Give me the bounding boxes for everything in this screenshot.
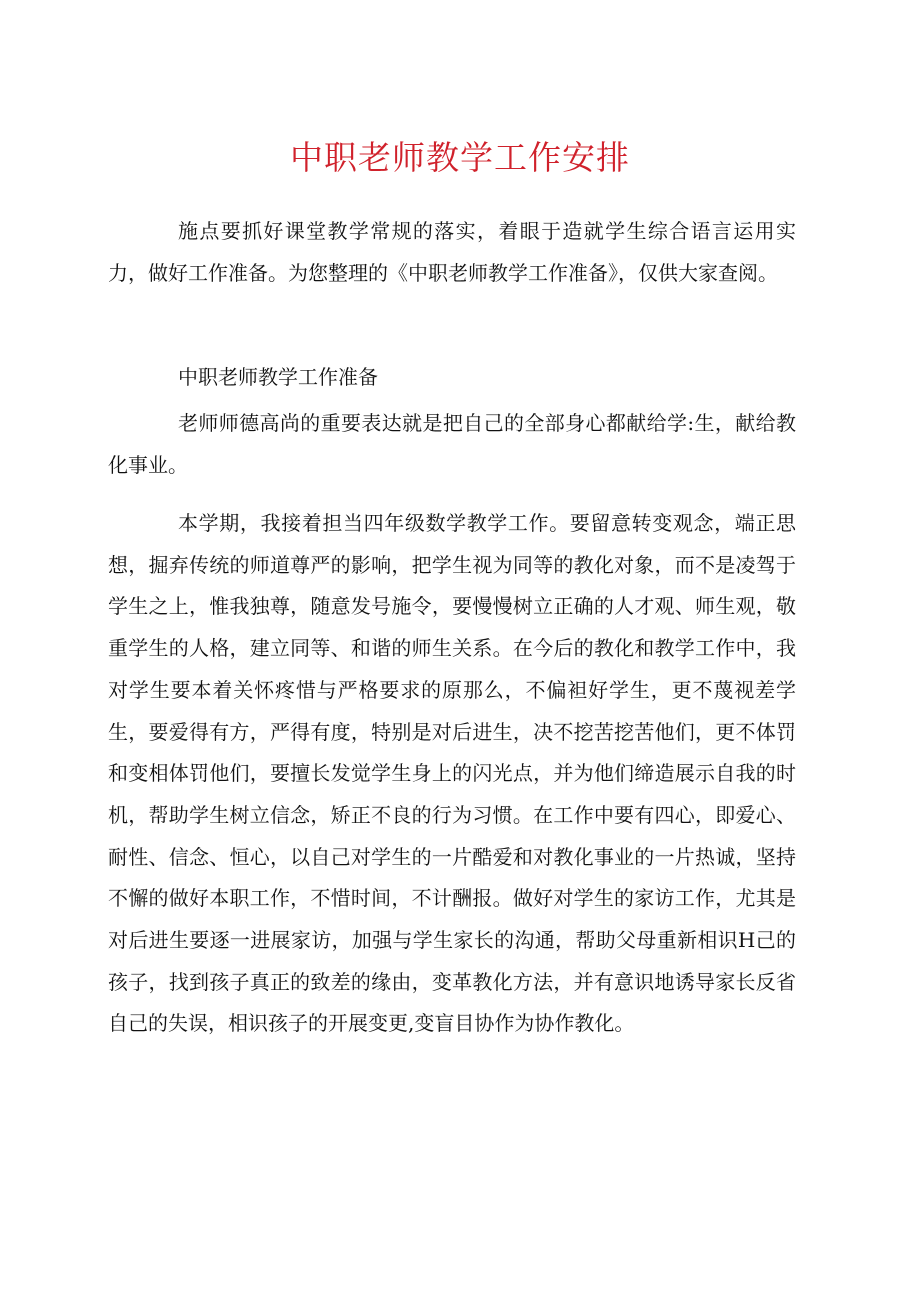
- section-subtitle: 中职老师教学工作准备: [178, 365, 378, 389]
- body-paragraph: 本学期，我接着担当四年级数学教学工作。要留意转变观念，端正思想，掘弃传统的师道尊严的影响，把学生视为同等的教化对象，而不是凌驾于学生之上，惟我独尊，随意发号施令，要慢慢树立正确的人才观、师生观，敬重学生的人格，建立同等、和谐的师生关系。在今后的教化和教学工作中，我对学生要本着关怀疼惜与严格要求的原那么，不偏袒好学生，更不蔑视差学生，要爱得有方，严得有度，特别是对后进生，决不挖苦挖苦他们，更不体罚和变相体罚他们，要擅长发觉学生身上的闪光点，并为他们缔造展示自我的时机，帮助学生树立信念，矫正不良的行为习惯。在工作中要有四心，即爱心、耐性、信念、恒心，以自己对学生的一片酷爱和对教化事业的一片热诚，坚持不懈的做好本职工作，不惜时间，不计酬报。做好对学生的家访工作，尤其是对后进生要逐一进展家访，加强与学生家长的沟通，帮助父母重新相识H己的孩子，找到孩子真正的致差的缘由，变革教化方法，并有意识地诱导家长反省自己的失误，相识孩子的开展变更,变盲目协作为协作教化。: [108, 511, 796, 1036]
- document-title: 中职老师教学工作安排: [290, 138, 630, 177]
- intro-paragraph: 施点要抓好课堂教学常规的落实，着眼于造就学生综合语言运用实力，做好工作准备。为您整理的《中职老师教学工作准备》，仅供大家查阅。: [108, 219, 796, 285]
- body-paragraph: 老师师德高尚的重要表达就是把自己的全部身心都献给学:生，献给教化事业。: [108, 411, 796, 477]
